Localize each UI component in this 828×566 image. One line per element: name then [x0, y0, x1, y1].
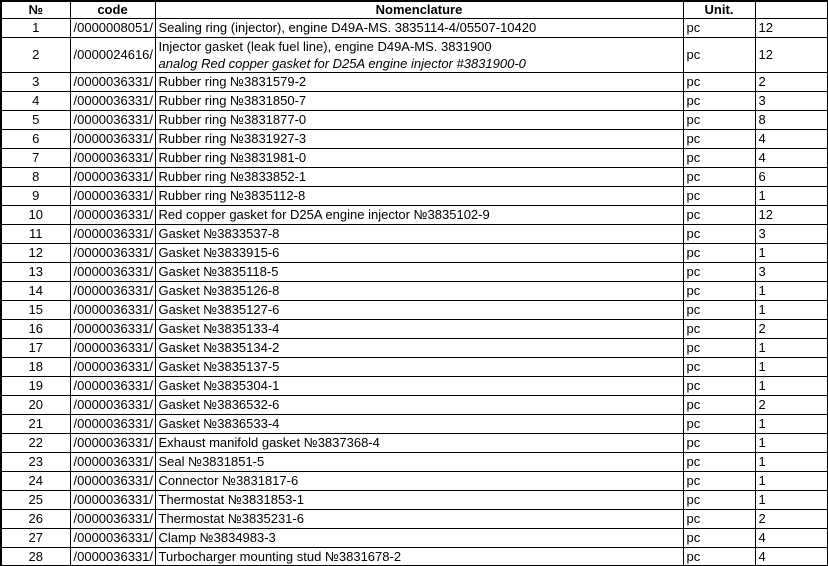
nomenclature-text: Thermostat №3835231-6	[158, 511, 304, 526]
cell-nomenclature	[155, 37, 683, 72]
cell-row-number: 4	[1, 91, 70, 110]
table-row	[1, 547, 828, 566]
nomenclature-text: Rubber ring №3831579-2	[158, 74, 307, 89]
cell-quantity: 3	[755, 224, 828, 243]
cell-unit: pc	[683, 376, 755, 395]
header-num: №	[1, 1, 70, 18]
table-row	[1, 91, 828, 110]
cell-unit: pc	[683, 528, 755, 547]
header-qty	[755, 1, 828, 18]
nomenclature-text: Gasket №3835127-6	[158, 302, 280, 317]
cell-code: /0000036331/	[70, 110, 155, 129]
cell-quantity: 1	[755, 338, 828, 357]
cell-quantity: 12	[755, 37, 828, 72]
cell-row-number: 18	[1, 357, 70, 376]
cell-row-number: 5	[1, 110, 70, 129]
cell-nomenclature	[155, 110, 683, 129]
cell-code: /0000036331/	[70, 72, 155, 91]
table-row	[1, 148, 828, 167]
table-row	[1, 319, 828, 338]
cell-code: /0000036331/	[70, 414, 155, 433]
cell-unit: pc	[683, 18, 755, 37]
header-code: code	[70, 1, 155, 18]
nomenclature-text: Clamp №3834983-3	[158, 530, 276, 545]
table-row	[1, 300, 828, 319]
table-row	[1, 205, 828, 224]
cell-unit: pc	[683, 167, 755, 186]
cell-code: /0000036331/	[70, 395, 155, 414]
cell-nomenclature	[155, 471, 683, 490]
table-row	[1, 452, 828, 471]
cell-row-number: 11	[1, 224, 70, 243]
cell-quantity: 4	[755, 129, 828, 148]
cell-quantity: 1	[755, 471, 828, 490]
cell-code: /0000036331/	[70, 186, 155, 205]
nomenclature-text: Gasket №3833915-6	[158, 245, 280, 260]
cell-unit: pc	[683, 281, 755, 300]
cell-code: /0000036331/	[70, 490, 155, 509]
cell-row-number: 2	[1, 37, 70, 72]
cell-code: /0000036331/	[70, 528, 155, 547]
header-unit: Unit.	[683, 1, 755, 18]
cell-quantity: 1	[755, 300, 828, 319]
cell-quantity: 4	[755, 148, 828, 167]
table-row	[1, 186, 828, 205]
nomenclature-text: Sealing ring (injector), engine D49A-MS. 3835114-4/05507-10420	[158, 20, 537, 35]
cell-unit: pc	[683, 37, 755, 72]
cell-code: /0000036331/	[70, 300, 155, 319]
nomenclature-text: Gasket №3835126-8	[158, 283, 280, 298]
cell-quantity: 4	[755, 528, 828, 547]
cell-nomenclature	[155, 547, 683, 566]
cell-row-number: 1	[1, 18, 70, 37]
cell-nomenclature	[155, 490, 683, 509]
table-row	[1, 72, 828, 91]
header-nomenclature: Nomenclature	[155, 1, 683, 18]
cell-code: /0000036331/	[70, 91, 155, 110]
table-row	[1, 243, 828, 262]
cell-nomenclature	[155, 376, 683, 395]
nomenclature-text: Rubber ring №3831981-0	[158, 150, 307, 165]
cell-row-number: 13	[1, 262, 70, 281]
cell-code: /0000036331/	[70, 129, 155, 148]
cell-row-number: 3	[1, 72, 70, 91]
cell-nomenclature	[155, 243, 683, 262]
nomenclature-text: Gasket №3836532-6	[158, 397, 280, 412]
table-row	[1, 509, 828, 528]
header-row	[1, 1, 828, 18]
nomenclature-text: Red copper gasket for D25A engine injector №3835102-9	[158, 207, 490, 222]
cell-nomenclature	[155, 281, 683, 300]
cell-code: /0000036331/	[70, 452, 155, 471]
cell-code: /0000036331/	[70, 547, 155, 566]
nomenclature-text: Rubber ring №3833852-1	[158, 169, 307, 184]
cell-row-number: 14	[1, 281, 70, 300]
cell-unit: pc	[683, 262, 755, 281]
cell-nomenclature	[155, 224, 683, 243]
nomenclature-text: Exhaust manifold gasket №3837368-4	[158, 435, 380, 450]
cell-row-number: 7	[1, 148, 70, 167]
nomenclature-text: Gasket №3833537-8	[158, 226, 280, 241]
cell-quantity: 12	[755, 205, 828, 224]
cell-unit: pc	[683, 509, 755, 528]
cell-quantity: 1	[755, 376, 828, 395]
cell-quantity: 2	[755, 72, 828, 91]
table-row	[1, 281, 828, 300]
nomenclature-text: Gasket №3836533-4	[158, 416, 280, 431]
table-row	[1, 338, 828, 357]
cell-nomenclature	[155, 91, 683, 110]
nomenclature-text: Rubber ring №3831877-0	[158, 112, 307, 127]
cell-unit: pc	[683, 490, 755, 509]
cell-unit: pc	[683, 91, 755, 110]
cell-unit: pc	[683, 433, 755, 452]
cell-quantity: 1	[755, 281, 828, 300]
cell-unit: pc	[683, 186, 755, 205]
cell-nomenclature	[155, 205, 683, 224]
cell-quantity: 2	[755, 509, 828, 528]
cell-code: /0000036331/	[70, 281, 155, 300]
cell-row-number: 22	[1, 433, 70, 452]
cell-code: /0000024616/	[70, 37, 155, 72]
cell-unit: pc	[683, 243, 755, 262]
cell-row-number: 8	[1, 167, 70, 186]
cell-unit: pc	[683, 110, 755, 129]
nomenclature-text: Thermostat №3831853-1	[158, 492, 304, 507]
nomenclature-text: Rubber ring №3831927-3	[158, 131, 307, 146]
cell-row-number: 10	[1, 205, 70, 224]
cell-quantity: 4	[755, 547, 828, 566]
cell-quantity: 2	[755, 395, 828, 414]
cell-unit: pc	[683, 395, 755, 414]
nomenclature-text: Gasket №3835137-5	[158, 359, 280, 374]
table-row	[1, 167, 828, 186]
table-row	[1, 262, 828, 281]
cell-nomenclature	[155, 433, 683, 452]
table-row	[1, 129, 828, 148]
cell-nomenclature	[155, 319, 683, 338]
table-row	[1, 395, 828, 414]
cell-row-number: 16	[1, 319, 70, 338]
cell-nomenclature	[155, 528, 683, 547]
cell-nomenclature	[155, 186, 683, 205]
cell-code: /0000036331/	[70, 167, 155, 186]
cell-code: /0000036331/	[70, 433, 155, 452]
cell-nomenclature	[155, 18, 683, 37]
cell-nomenclature	[155, 452, 683, 471]
nomenclature-text: Gasket №3835118-5	[158, 264, 279, 279]
cell-nomenclature	[155, 148, 683, 167]
cell-unit: pc	[683, 72, 755, 91]
cell-code: /0000036331/	[70, 262, 155, 281]
cell-nomenclature	[155, 129, 683, 148]
table-row	[1, 528, 828, 547]
cell-row-number: 15	[1, 300, 70, 319]
cell-quantity: 1	[755, 433, 828, 452]
cell-nomenclature	[155, 300, 683, 319]
table-row	[1, 37, 828, 72]
cell-quantity: 1	[755, 243, 828, 262]
nomenclature-note: analog Red copper gasket for D25A engine injector #3831900-0	[158, 55, 526, 71]
cell-code: /0000036331/	[70, 338, 155, 357]
cell-code: /0000036331/	[70, 205, 155, 224]
table-row	[1, 110, 828, 129]
cell-row-number: 17	[1, 338, 70, 357]
cell-row-number: 28	[1, 547, 70, 566]
cell-unit: pc	[683, 205, 755, 224]
cell-unit: pc	[683, 414, 755, 433]
table-body	[1, 18, 828, 566]
cell-nomenclature	[155, 167, 683, 186]
nomenclature-text: Gasket №3835134-2	[158, 340, 280, 355]
cell-code: /0000036331/	[70, 319, 155, 338]
cell-quantity: 8	[755, 110, 828, 129]
cell-row-number: 21	[1, 414, 70, 433]
cell-nomenclature	[155, 357, 683, 376]
cell-nomenclature	[155, 262, 683, 281]
cell-row-number: 26	[1, 509, 70, 528]
cell-unit: pc	[683, 300, 755, 319]
cell-code: /0000036331/	[70, 509, 155, 528]
cell-quantity: 3	[755, 91, 828, 110]
cell-quantity: 1	[755, 452, 828, 471]
cell-nomenclature	[155, 395, 683, 414]
cell-row-number: 6	[1, 129, 70, 148]
cell-row-number: 20	[1, 395, 70, 414]
cell-unit: pc	[683, 224, 755, 243]
nomenclature-text: Turbocharger mounting stud №3831678-2	[158, 548, 402, 564]
cell-row-number: 9	[1, 186, 70, 205]
cell-quantity: 1	[755, 490, 828, 509]
cell-code: /0000036331/	[70, 357, 155, 376]
cell-quantity: 12	[755, 18, 828, 37]
cell-quantity: 6	[755, 167, 828, 186]
cell-code: /0000036331/	[70, 243, 155, 262]
table-row	[1, 357, 828, 376]
cell-nomenclature	[155, 72, 683, 91]
cell-row-number: 27	[1, 528, 70, 547]
cell-quantity: 1	[755, 414, 828, 433]
cell-unit: pc	[683, 338, 755, 357]
cell-unit: pc	[683, 547, 755, 566]
nomenclature-text: Rubber ring №3831850-7	[158, 93, 307, 108]
cell-nomenclature	[155, 509, 683, 528]
cell-unit: pc	[683, 471, 755, 490]
cell-row-number: 23	[1, 452, 70, 471]
cell-nomenclature	[155, 414, 683, 433]
table-row	[1, 433, 828, 452]
cell-unit: pc	[683, 129, 755, 148]
cell-quantity: 2	[755, 319, 828, 338]
cell-quantity: 1	[755, 357, 828, 376]
cell-quantity: 1	[755, 186, 828, 205]
cell-code: /0000008051/	[70, 18, 155, 37]
cell-code: /0000036331/	[70, 471, 155, 490]
cell-nomenclature	[155, 338, 683, 357]
nomenclature-text: Connector №3831817-6	[158, 473, 299, 488]
nomenclature-text: Rubber ring №3835112-8	[158, 188, 306, 203]
nomenclature-text: Injector gasket (leak fuel line), engine D49A-MS. 3831900	[158, 38, 492, 54]
cell-quantity: 3	[755, 262, 828, 281]
cell-row-number: 12	[1, 243, 70, 262]
nomenclature-text: Gasket №3835133-4	[158, 321, 280, 336]
cell-code: /0000036331/	[70, 224, 155, 243]
table-row	[1, 224, 828, 243]
table-row	[1, 490, 828, 509]
table-row	[1, 414, 828, 433]
table-header	[1, 1, 828, 18]
table-row	[1, 376, 828, 395]
nomenclature-text: Seal №3831851-5	[158, 454, 265, 469]
cell-code: /0000036331/	[70, 148, 155, 167]
cell-row-number: 19	[1, 376, 70, 395]
cell-unit: pc	[683, 452, 755, 471]
table-row	[1, 471, 828, 490]
cell-code: /0000036331/	[70, 376, 155, 395]
table-row	[1, 18, 828, 37]
cell-row-number: 25	[1, 490, 70, 509]
cell-unit: pc	[683, 148, 755, 167]
cell-unit: pc	[683, 357, 755, 376]
nomenclature-text: Gasket №3835304-1	[158, 378, 280, 393]
cell-row-number: 24	[1, 471, 70, 490]
cell-unit: pc	[683, 319, 755, 338]
